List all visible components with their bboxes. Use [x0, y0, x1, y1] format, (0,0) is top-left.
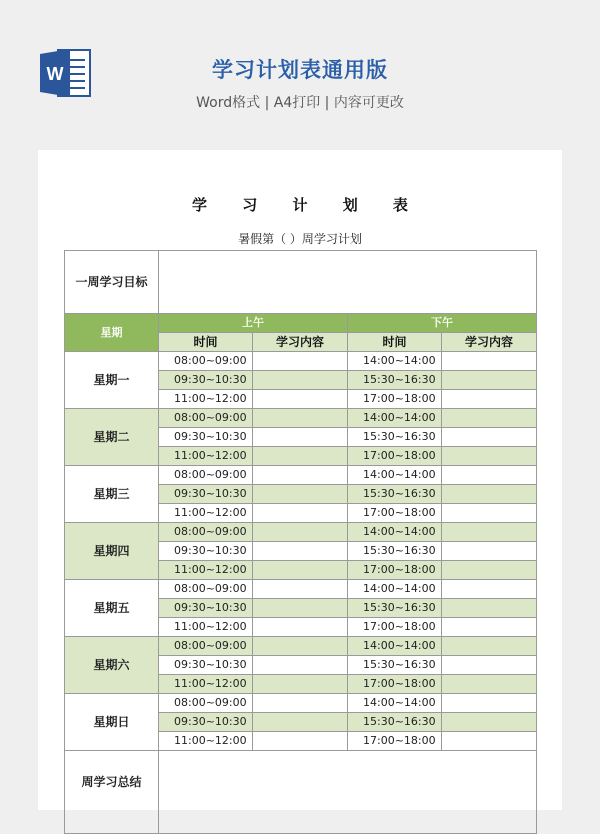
pm-content-cell[interactable]	[442, 637, 537, 656]
day-label: 星期二	[65, 409, 159, 466]
am-time-cell: 08:00~09:00	[159, 409, 253, 428]
document-page	[38, 150, 562, 810]
summary-label: 周学习总结	[65, 751, 159, 834]
pm-time-cell: 17:00~18:00	[348, 675, 442, 694]
am-content-cell[interactable]	[253, 504, 348, 523]
header	[0, 0, 600, 150]
pm-time-cell: 17:00~18:00	[348, 504, 442, 523]
svg-text:W: W	[46, 64, 64, 84]
pm-time-cell: 15:30~16:30	[348, 371, 442, 390]
pm-content-cell[interactable]	[442, 542, 537, 561]
pm-content-cell[interactable]	[442, 618, 537, 637]
am-content-cell[interactable]	[253, 447, 348, 466]
day-label: 星期三	[65, 466, 159, 523]
pm-time-cell: 15:30~16:30	[348, 485, 442, 504]
header-afternoon: 下午	[348, 314, 537, 333]
am-content-cell[interactable]	[253, 732, 348, 751]
pm-time-cell: 15:30~16:30	[348, 542, 442, 561]
pm-content-cell[interactable]	[442, 580, 537, 599]
table-row	[65, 523, 537, 542]
pm-content-cell[interactable]	[442, 732, 537, 751]
am-content-cell[interactable]	[253, 390, 348, 409]
am-time-cell: 11:00~12:00	[159, 561, 253, 580]
table-row	[65, 580, 537, 599]
am-time-cell: 09:30~10:30	[159, 542, 253, 561]
am-content-cell[interactable]	[253, 656, 348, 675]
am-content-cell[interactable]	[253, 561, 348, 580]
am-content-cell[interactable]	[253, 485, 348, 504]
am-content-cell[interactable]	[253, 523, 348, 542]
pm-content-cell[interactable]	[442, 428, 537, 447]
day-label: 星期一	[65, 352, 159, 409]
pm-content-cell[interactable]	[442, 713, 537, 732]
pm-content-cell[interactable]	[442, 485, 537, 504]
table-row	[65, 409, 537, 428]
am-time-cell: 09:30~10:30	[159, 485, 253, 504]
am-content-cell[interactable]	[253, 599, 348, 618]
table-row	[65, 694, 537, 713]
am-content-cell[interactable]	[253, 694, 348, 713]
pm-time-cell: 14:00~14:00	[348, 694, 442, 713]
am-time-cell: 09:30~10:30	[159, 428, 253, 447]
pm-time-cell: 15:30~16:30	[348, 656, 442, 675]
summary-row	[65, 751, 537, 834]
study-plan-table	[64, 250, 537, 834]
am-content-cell[interactable]	[253, 580, 348, 599]
am-time-cell: 11:00~12:00	[159, 732, 253, 751]
pm-content-cell[interactable]	[442, 371, 537, 390]
am-content-cell[interactable]	[253, 466, 348, 485]
pm-content-cell[interactable]	[442, 504, 537, 523]
pm-content-cell[interactable]	[442, 656, 537, 675]
am-content-cell[interactable]	[253, 371, 348, 390]
pm-time-cell: 17:00~18:00	[348, 732, 442, 751]
am-time-cell: 08:00~09:00	[159, 580, 253, 599]
pm-content-cell[interactable]	[442, 447, 537, 466]
pm-time-cell: 14:00~14:00	[348, 352, 442, 371]
header-row-1	[65, 314, 537, 333]
header-day: 星期	[65, 314, 159, 352]
am-content-cell[interactable]	[253, 675, 348, 694]
pm-content-cell[interactable]	[442, 599, 537, 618]
pm-time-cell: 14:00~14:00	[348, 580, 442, 599]
goal-input-cell[interactable]	[159, 251, 537, 314]
goal-row	[65, 251, 537, 314]
am-time-cell: 08:00~09:00	[159, 637, 253, 656]
pm-time-cell: 17:00~18:00	[348, 618, 442, 637]
am-time-cell: 08:00~09:00	[159, 466, 253, 485]
am-content-cell[interactable]	[253, 713, 348, 732]
pm-content-cell[interactable]	[442, 352, 537, 371]
am-time-cell: 11:00~12:00	[159, 618, 253, 637]
am-time-cell: 08:00~09:00	[159, 694, 253, 713]
pm-time-cell: 15:30~16:30	[348, 428, 442, 447]
summary-input-cell[interactable]	[159, 751, 537, 834]
pm-content-cell[interactable]	[442, 523, 537, 542]
am-time-cell: 11:00~12:00	[159, 675, 253, 694]
header-am-time: 时间	[159, 333, 253, 352]
am-content-cell[interactable]	[253, 637, 348, 656]
pm-time-cell: 15:30~16:30	[348, 713, 442, 732]
pm-time-cell: 14:00~14:00	[348, 409, 442, 428]
day-label: 星期五	[65, 580, 159, 637]
pm-content-cell[interactable]	[442, 561, 537, 580]
am-time-cell: 09:30~10:30	[159, 656, 253, 675]
page-title: 学习计划表通用版	[212, 58, 388, 82]
pm-time-cell: 14:00~14:00	[348, 466, 442, 485]
goal-label: 一周学习目标	[65, 251, 159, 314]
pm-time-cell: 14:00~14:00	[348, 523, 442, 542]
am-time-cell: 11:00~12:00	[159, 504, 253, 523]
day-label: 星期六	[65, 637, 159, 694]
am-content-cell[interactable]	[253, 409, 348, 428]
am-time-cell: 11:00~12:00	[159, 390, 253, 409]
pm-content-cell[interactable]	[442, 675, 537, 694]
pm-content-cell[interactable]	[442, 466, 537, 485]
header-pm-content: 学习内容	[442, 333, 537, 352]
am-time-cell: 09:30~10:30	[159, 371, 253, 390]
table-row	[65, 352, 537, 371]
am-content-cell[interactable]	[253, 352, 348, 371]
am-content-cell[interactable]	[253, 542, 348, 561]
pm-time-cell: 14:00~14:00	[348, 637, 442, 656]
pm-time-cell: 17:00~18:00	[348, 561, 442, 580]
am-time-cell: 08:00~09:00	[159, 523, 253, 542]
am-content-cell[interactable]	[253, 618, 348, 637]
pm-time-cell: 17:00~18:00	[348, 447, 442, 466]
header-morning: 上午	[159, 314, 348, 333]
am-time-cell: 11:00~12:00	[159, 447, 253, 466]
header-pm-time: 时间	[348, 333, 442, 352]
page-subtitle: Word格式 | A4打印 | 内容可更改	[196, 95, 404, 111]
am-time-cell: 08:00~09:00	[159, 352, 253, 371]
pm-content-cell[interactable]	[442, 694, 537, 713]
pm-time-cell: 17:00~18:00	[348, 390, 442, 409]
pm-content-cell[interactable]	[442, 409, 537, 428]
week-line: 暑假第（ ）周学习计划	[238, 232, 362, 246]
am-time-cell: 09:30~10:30	[159, 599, 253, 618]
pm-time-cell: 15:30~16:30	[348, 599, 442, 618]
am-time-cell: 09:30~10:30	[159, 713, 253, 732]
day-label: 星期四	[65, 523, 159, 580]
day-label: 星期日	[65, 694, 159, 751]
table-row	[65, 637, 537, 656]
document-title: 学 习 计 划 表	[192, 196, 423, 214]
pm-content-cell[interactable]	[442, 390, 537, 409]
am-content-cell[interactable]	[253, 428, 348, 447]
table-row	[65, 466, 537, 485]
header-am-content: 学习内容	[253, 333, 348, 352]
